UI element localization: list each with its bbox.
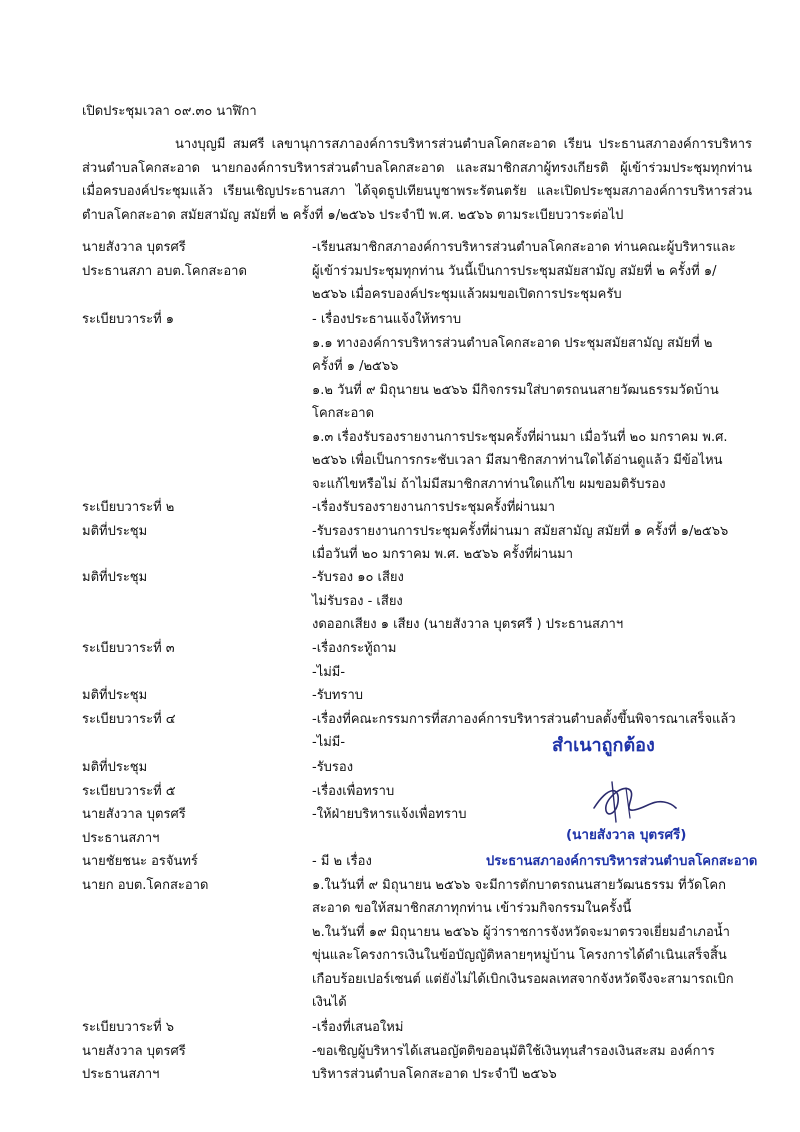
agenda-content: -เรื่องที่เสนอใหม่ -ขอเชิญผู้บริหารได้เสนอญัตติขออนุมัติใช้เงินทุนสำรองเงินสะสม องค์การ บริหารส่วนตำบลโคกสะอาด ประจำปี ๒๕๖๖ xyxy=(312,1020,715,1082)
agenda-label: ระเบียบวาระที่ ๖ นายสังวาล บุตรศรี ประธานสภาฯ xyxy=(82,1020,186,1082)
signer-position: ประธานสภาองค์การบริหารส่วนตำบลโคกสะอาด xyxy=(486,854,758,869)
agenda-content: -รับทราบ -เรื่องที่คณะกรรมการที่สภาองค์การบริหารส่วนตำบลตั้งขึ้นพิจารณาเสร็จแล้ว -ไม่มี- xyxy=(312,688,736,750)
agenda-label: ระเบียบวาระที่ ๒ มติที่ประชุม xyxy=(82,500,175,539)
certified-copy-stamp: สำเนาถูกต้อง xyxy=(552,735,655,756)
intro-paragraph: นางบุญมี สมศรี เลขานุการสภาองค์การบริหารส่วนตำบลโคกสะอาด เรียน ประธานสภาองค์การบริหารส่วนตำบลโคกสะอาด นายกองค์การบริหารส่วนตำบลโคกสะอาด และสมาชิกสภาผู้ทรงเกียรติ ผู้เข้าร่วมประชุมทุกท่าน เมื่อครบองค์ประชุมแล้ว เรียนเชิญประธานสภา ได้จุดธูปเทียนบูชาพระรัตนตรัย และเปิดประชุมสภาองค์การบริหารส่วนตำบลโคกสะอาด สมัยสามัญ สมัยที่ ๒ ครั้งที่ ๑/๒๕๖๖ ประจำปี พ.ศ. ๒๕๖๖ ตามระเบียบวาระต่อไป xyxy=(82,137,752,223)
speaker-label: นายสังวาล บุตรศรี ประธานสภา อบต.โคกสะอาด xyxy=(82,240,247,279)
signer-name: (นายสังวาล บุตรศรี) xyxy=(566,827,687,843)
agenda-label: มติที่ประชุม ระเบียบวาระที่ ๕ นายสังวาล บุตรศรี ประธานสภาฯ xyxy=(82,760,186,846)
agenda-content: - เรื่องประธานแจ้งให้ทราบ ๑.๑ ทางองค์การบริหารส่วนตำบลโคกสะอาด ประชุมสมัยสามัญ สมัยที่ ๒ ครั้งที่ ๑ /๒๕๖๖ ๑.๒ วันที่ ๙ มิถุนายน ๒๕๖๖ มีกิจกรรมใส่บาตรถนนสายวัฒนธรรมวัดบ้าน โคกสะอาด ๑.๓ เรื่องรับรองรายงานการประชุมครั้งที่ผ่านมา เมื่อวันที่ ๒๐ มกราคม พ.ศ. ๒๕๖๖ เพื่อเป็นการกระชับเวลา มีสมาชิกสภาท่านใดได้อ่านดูแล้ว มีข้อไหน จะแก้ไขหรือไม่ ถ้าไม่มีสมาชิกสภาท่านใดแก้ไข ผมขอมติรับรอง xyxy=(312,312,728,492)
speaker-content: -เรียนสมาชิกสภาองค์การบริหารส่วนตำบลโคกสะอาด ท่านคณะผู้บริหารและ ผู้เข้าร่วมประชุมทุกท่าน วันนี้เป็นการประชุมสมัยสามัญ สมัยที่ ๒ ครั้งที่ ๑/ ๒๕๖๖ เมื่อครบองค์ประชุมแล้วผมขอเปิดการประชุมครับ xyxy=(312,240,736,302)
agenda-content: -เรื่องกระทู้ถาม -ไม่มี- xyxy=(312,641,397,680)
agenda-label: ระเบียบวาระที่ ๓ xyxy=(82,641,175,656)
agenda-label: มติที่ประชุม ระเบียบวาระที่ ๔ xyxy=(82,688,176,727)
agenda-content: -เรื่องรับรองรายงานการประชุมครั้งที่ผ่านมา -รับรองรายงานการประชุมครั้งที่ผ่านมา สมัยสามัญ สมัยที่ ๑ ครั้งที่ ๑/๒๕๖๖ เมื่อวันที่ ๒๐ มกราคม พ.ศ. ๒๕๖๖ ครั้งที่ผ่านมา xyxy=(312,500,729,562)
opening-line: เปิดประชุมเวลา ๐๙.๓๐ นาฬิกา xyxy=(82,104,257,119)
speaker-label: นายชัยชนะ อรจันทร์ นายก อบต.โคกสะอาด xyxy=(82,854,209,893)
speaker-content: - มี ๒ เรื่อง ๑.ในวันที่ ๙ มิถุนายน ๒๕๖๖ จะมีการตักบาตรถนนสายวัฒนธรรม ที่วัดโคก สะอาด ขอให้สมาชิกสภาทุกท่าน เข้าร่วมกิจกรรมในครั้งนี้ ๒.ในวันที่ ๑๙ มิถุนายน ๒๕๖๖ ผู้ว่าราชการจังหวัดจะมาตรวจเยี่ยมอำเภอน้ำ ขุ่นและโครงการเงินในข้อบัญญัติหลายๆหมู่บ้าน โครงการได้ดำเนินเสร็จสิ้น เกือบร้อยเปอร์เซนต์ แต่ยังไม่ได้เบิกเงินรอผลเทสจากจังหวัดจึงจะสามารถเบิก เงินได้ xyxy=(312,854,734,1010)
resolution-label: มติที่ประชุม xyxy=(82,570,148,585)
agenda-label: ระเบียบวาระที่ ๑ xyxy=(82,312,175,327)
handwritten-signature xyxy=(590,778,680,826)
vote-content: -รับรอง ๑๐ เสียง ไม่รับรอง - เสียง งดออกเสียง ๑ เสียง (นายสังวาล บุตรศรี ) ประธานสภาฯ xyxy=(312,570,624,632)
agenda-content: -รับรอง -เรื่องเพื่อทราบ -ให้ฝ่ายบริหารแจ้งเพื่อทราบ xyxy=(312,760,467,822)
